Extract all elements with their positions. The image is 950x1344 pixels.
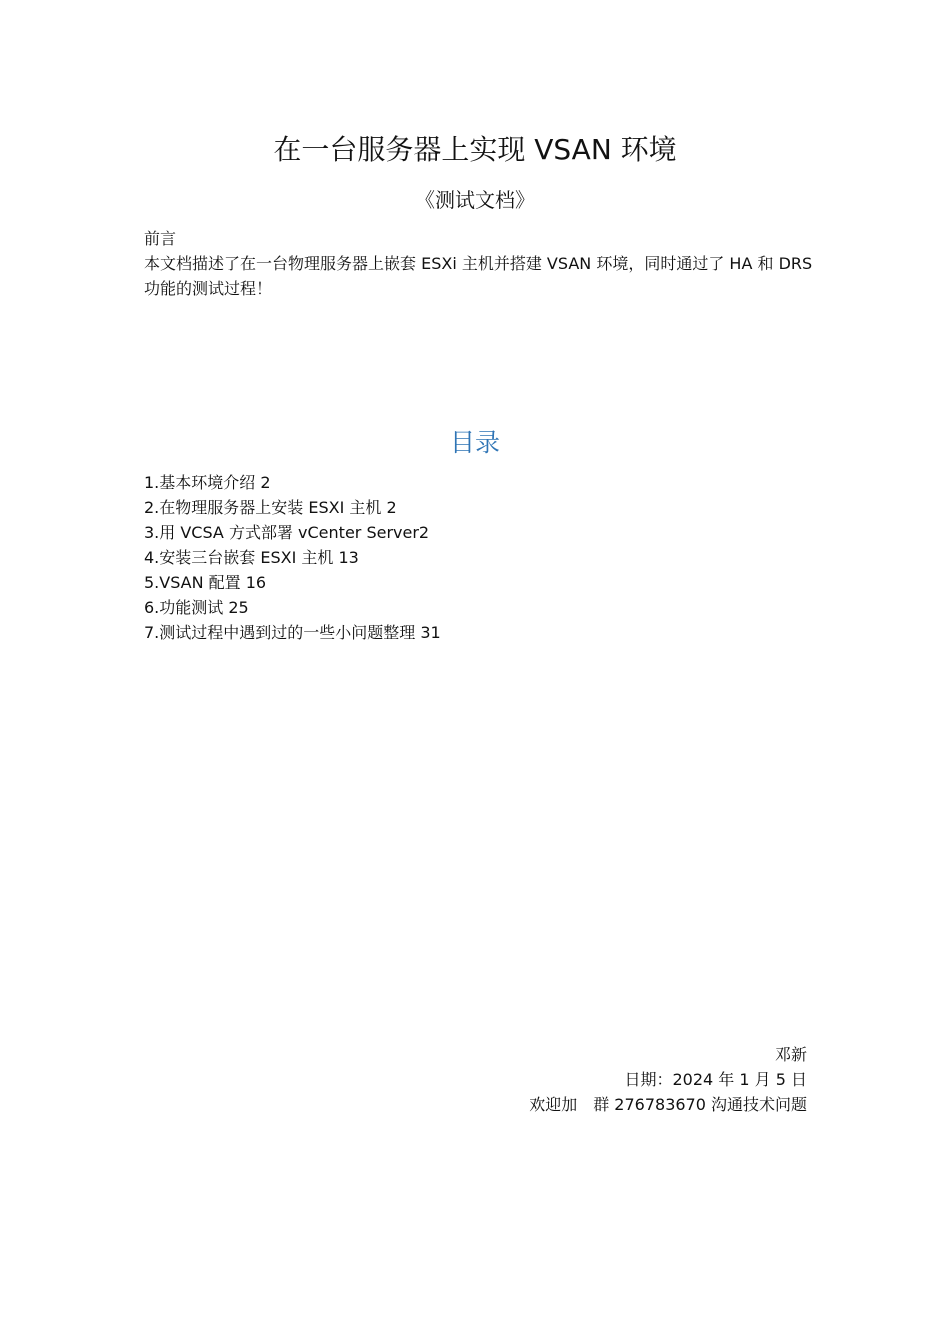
contact-note: 欢迎加 群 276783670 沟通技术问题 <box>529 1095 807 1114</box>
document-date: 日期：2024 年 1 月 5 日 <box>624 1070 807 1089</box>
toc-item-4[interactable]: 4.安装三台嵌套 ESXI 主机 13 <box>144 548 359 567</box>
toc-heading: 目录 <box>449 428 500 457</box>
document-subtitle: 《测试文档》 <box>415 188 535 212</box>
preface-section <box>144 226 814 301</box>
preface-heading: 前言 <box>144 229 177 248</box>
signature-block <box>300 1042 807 1117</box>
toc-item-2[interactable]: 2.在物理服务器上安装 ESXI 主机 2 <box>144 498 397 517</box>
toc-item-1[interactable]: 1.基本环境介绍 2 <box>144 473 271 492</box>
preface-body: 本文档描述了在一台物理服务器上嵌套 ESXi 主机并搭建 VSAN 环境，同时通过了 HA 和 DRS 功能的测试过程！ <box>144 254 813 298</box>
author-name: 邓新 <box>774 1045 807 1064</box>
table-of-contents <box>144 470 814 645</box>
toc-item-7[interactable]: 7.测试过程中遇到过的一些小问题整理 31 <box>144 623 441 642</box>
document-title: 在一台服务器上实现 VSAN 环境 <box>273 133 677 166</box>
toc-item-3[interactable]: 3.用 VCSA 方式部署 vCenter Server2 <box>144 523 430 542</box>
toc-item-5[interactable]: 5.VSAN 配置 16 <box>144 573 267 592</box>
toc-item-6[interactable]: 6.功能测试 25 <box>144 598 249 617</box>
